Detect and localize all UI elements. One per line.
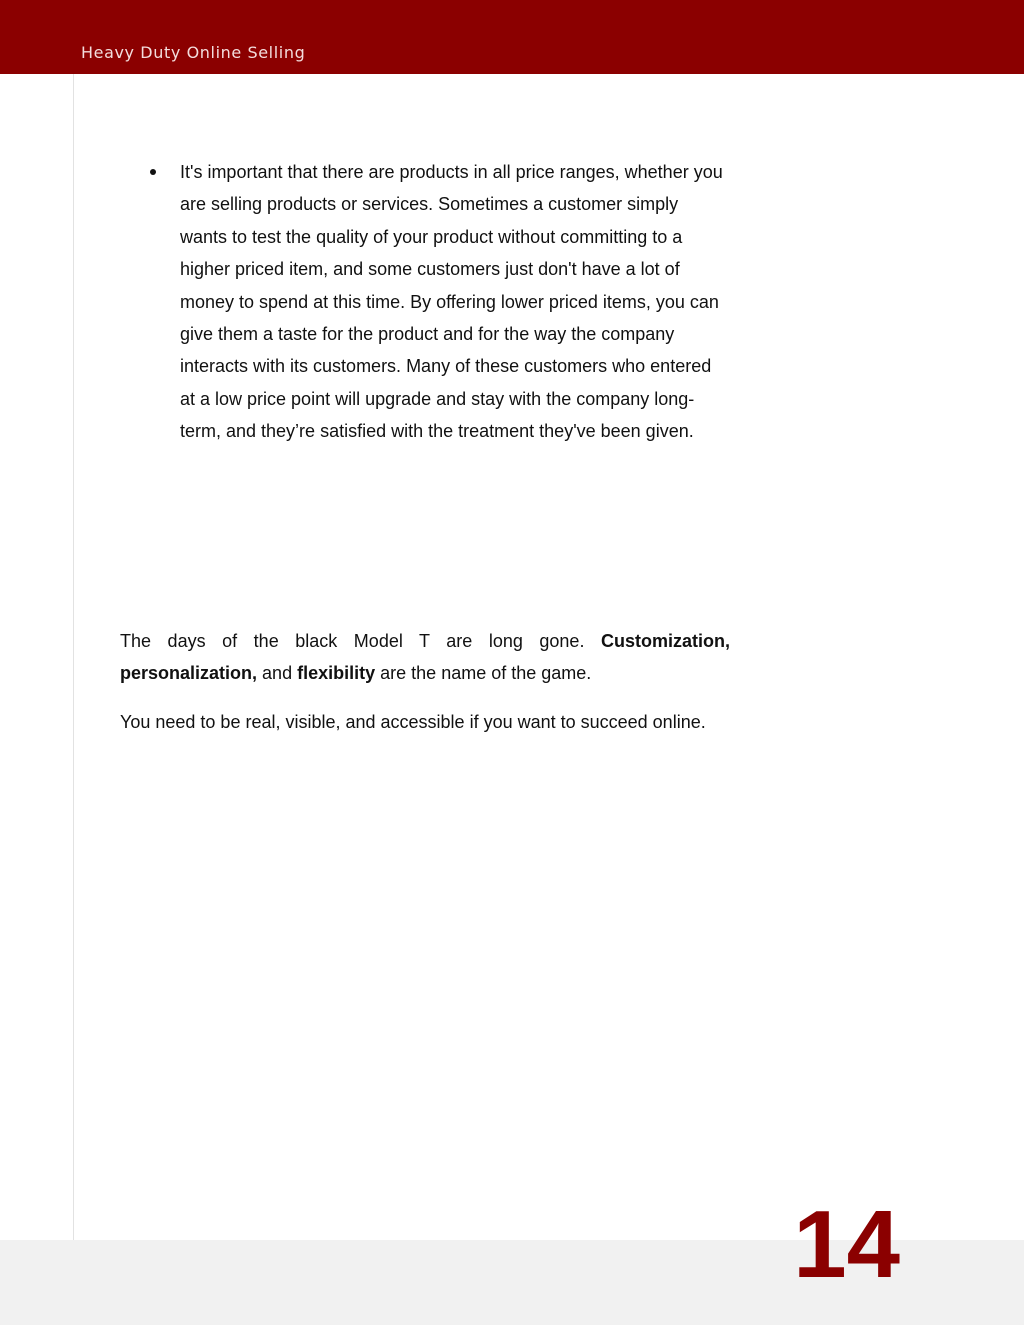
page-number: 14: [793, 1191, 900, 1298]
paragraph-customization: [120, 625, 730, 690]
body-text: [120, 625, 730, 754]
paragraph-intro: The days of the black Model T are long gone.: [120, 631, 585, 651]
bullet-item: [120, 156, 730, 448]
document-title: Heavy Duty Online Selling: [81, 43, 306, 62]
bullet-dot-icon: [150, 169, 156, 175]
bullet-list: [120, 156, 730, 448]
header-bar: [0, 0, 1024, 74]
margin-rule: [73, 74, 74, 1240]
paragraph-and: and: [262, 663, 293, 684]
bold-customization: Customization, personalization,: [120, 631, 730, 684]
bold-flexibility: flexibility: [297, 663, 376, 684]
paragraph-succeed-online: You need to be real, visible, and accessible if you want to succeed online.: [120, 711, 706, 732]
paragraph-outro: are the name of the game.: [380, 663, 592, 684]
bullet-text: It's important that there are products in all price ranges, whether you are selling products or services. Sometimes a customer simply wants to test the quality of your product without committing to a higher priced item, and some customers just don't have a lot of money to spend at this time. By offering lower priced items, you can give them a taste for the product and for the way the company interacts with its customers. Many of these customers who entered at a low price point will upgrade and stay with the company long-term, and they’re satisfied with the treatment they've been given.: [180, 162, 723, 442]
